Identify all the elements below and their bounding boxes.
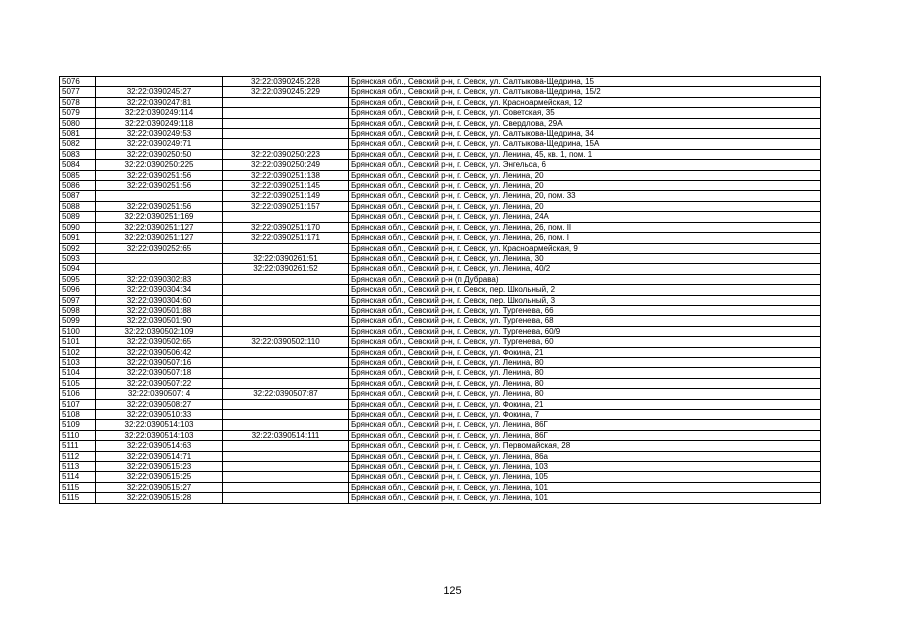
page-number: 125: [443, 585, 462, 597]
address-cell: Брянская обл., Севский р-н, г. Севск, ул. Ленина, 45, кв. 1, пом. 1: [349, 149, 821, 159]
row-number-cell: 5090: [60, 222, 96, 232]
address-cell: Брянская обл., Севский р-н, г. Севск, ул. Ленина, 105: [349, 472, 821, 482]
row-number-cell: 5109: [60, 420, 96, 430]
table-row: [60, 118, 821, 128]
land-cadastral-number-cell: 32:22:0390249:71: [96, 139, 223, 149]
address-cell: Брянская обл., Севский р-н, г. Севск, ул. Ленина, 80: [349, 389, 821, 399]
land-cadastral-number-cell: 32:22:0390507: 4: [96, 389, 223, 399]
building-cadastral-number-cell: [223, 399, 349, 409]
table-row: [60, 482, 821, 492]
row-number-cell: 5108: [60, 410, 96, 420]
address-cell: Брянская обл., Севский р-н, г. Севск, ул. Ленина, 80: [349, 368, 821, 378]
building-cadastral-number-cell: [223, 97, 349, 107]
row-number-cell: 5077: [60, 87, 96, 97]
row-number-cell: 5102: [60, 347, 96, 357]
table-row: [60, 441, 821, 451]
address-cell: Брянская обл., Севский р-н, г. Севск, ул. Советская, 35: [349, 108, 821, 118]
building-cadastral-number-cell: [223, 295, 349, 305]
table-row: [60, 326, 821, 336]
address-cell: Брянская обл., Севский р-н, г. Севск, ул. Фокина, 21: [349, 347, 821, 357]
address-cell: Брянская обл., Севский р-н, г. Севск, ул. Тургенева, 68: [349, 316, 821, 326]
row-number-cell: 5078: [60, 97, 96, 107]
row-number-cell: 5115: [60, 493, 96, 503]
address-cell: Брянская обл., Севский р-н, г. Севск, ул. Ленина, 86а: [349, 451, 821, 461]
building-cadastral-number-cell: [223, 326, 349, 336]
address-cell: Брянская обл., Севский р-н, г. Севск, ул. Тургенева, 60: [349, 337, 821, 347]
address-cell: Брянская обл., Севский р-н, г. Севск, ул. Ленина, 30: [349, 253, 821, 263]
building-cadastral-number-cell: [223, 378, 349, 388]
table-row: [60, 243, 821, 253]
table-row: [60, 316, 821, 326]
table-row: [60, 87, 821, 97]
building-cadastral-number-cell: [223, 410, 349, 420]
table-row: [60, 337, 821, 347]
land-cadastral-number-cell: 32:22:0390304:60: [96, 295, 223, 305]
building-cadastral-number-cell: [223, 472, 349, 482]
table-row: [60, 472, 821, 482]
row-number-cell: 5105: [60, 378, 96, 388]
table-row: [60, 347, 821, 357]
address-cell: Брянская обл., Севский р-н, г. Севск, ул. Ленина, 103: [349, 462, 821, 472]
row-number-cell: 5114: [60, 472, 96, 482]
row-number-cell: 5107: [60, 399, 96, 409]
address-cell: Брянская обл., Севский р-н, г. Севск, ул. Салтыкова-Щедрина, 34: [349, 129, 821, 139]
row-number-cell: 5089: [60, 212, 96, 222]
building-cadastral-number-cell: [223, 316, 349, 326]
table-row: [60, 97, 821, 107]
table-row: [60, 129, 821, 139]
registry-table: [59, 76, 821, 504]
land-cadastral-number-cell: 32:22:0390245:27: [96, 87, 223, 97]
land-cadastral-number-cell: 32:22:0390515:28: [96, 493, 223, 503]
row-number-cell: 5112: [60, 451, 96, 461]
registry-table-body: [60, 77, 821, 504]
land-cadastral-number-cell: 32:22:0390508:27: [96, 399, 223, 409]
table-row: [60, 191, 821, 201]
land-cadastral-number-cell: [96, 77, 223, 87]
building-cadastral-number-cell: [223, 108, 349, 118]
land-cadastral-number-cell: 32:22:0390251:56: [96, 181, 223, 191]
address-cell: Брянская обл., Севский р-н, г. Севск, ул. Ленина, 20: [349, 201, 821, 211]
row-number-cell: 5082: [60, 139, 96, 149]
address-cell: Брянская обл., Севский р-н, г. Севск, ул. Ленина, 20: [349, 181, 821, 191]
table-row: [60, 295, 821, 305]
building-cadastral-number-cell: [223, 357, 349, 367]
table-row: [60, 389, 821, 399]
row-number-cell: 5088: [60, 201, 96, 211]
land-cadastral-number-cell: 32:22:0390249:53: [96, 129, 223, 139]
address-cell: Брянская обл., Севский р-н, г. Севск, ул. Первомайская, 28: [349, 441, 821, 451]
row-number-cell: 5079: [60, 108, 96, 118]
address-cell: Брянская обл., Севский р-н, г. Севск, ул. Ленина, 20: [349, 170, 821, 180]
land-cadastral-number-cell: 32:22:0390510:33: [96, 410, 223, 420]
land-cadastral-number-cell: 32:22:0390515:23: [96, 462, 223, 472]
building-cadastral-number-cell: 32:22:0390261:52: [223, 264, 349, 274]
building-cadastral-number-cell: [223, 482, 349, 492]
row-number-cell: 5087: [60, 191, 96, 201]
building-cadastral-number-cell: [223, 118, 349, 128]
table-row: [60, 212, 821, 222]
address-cell: Брянская обл., Севский р-н, г. Севск, ул. Салтыкова-Щедрина, 15: [349, 77, 821, 87]
land-cadastral-number-cell: 32:22:0390247:81: [96, 97, 223, 107]
building-cadastral-number-cell: [223, 285, 349, 295]
address-cell: Брянская обл., Севский р-н, г. Севск, пер. Школьный, 3: [349, 295, 821, 305]
table-row: [60, 368, 821, 378]
table-row: [60, 410, 821, 420]
land-cadastral-number-cell: 32:22:0390515:25: [96, 472, 223, 482]
row-number-cell: 5086: [60, 181, 96, 191]
row-number-cell: 5094: [60, 264, 96, 274]
table-row: [60, 420, 821, 430]
row-number-cell: 5095: [60, 274, 96, 284]
row-number-cell: 5103: [60, 357, 96, 367]
building-cadastral-number-cell: 32:22:0390251:138: [223, 170, 349, 180]
table-row: [60, 170, 821, 180]
address-cell: Брянская обл., Севский р-н, г. Севск, ул. Фокина, 21: [349, 399, 821, 409]
building-cadastral-number-cell: [223, 368, 349, 378]
row-number-cell: 5111: [60, 441, 96, 451]
row-number-cell: 5084: [60, 160, 96, 170]
table-row: [60, 462, 821, 472]
table-row: [60, 378, 821, 388]
land-cadastral-number-cell: 32:22:0390515:27: [96, 482, 223, 492]
table-row: [60, 493, 821, 503]
row-number-cell: 5099: [60, 316, 96, 326]
building-cadastral-number-cell: [223, 305, 349, 315]
building-cadastral-number-cell: [223, 129, 349, 139]
land-cadastral-number-cell: 32:22:0390502:65: [96, 337, 223, 347]
address-cell: Брянская обл., Севский р-н, г. Севск, ул. Тургенева, 66: [349, 305, 821, 315]
land-cadastral-number-cell: 32:22:0390251:56: [96, 201, 223, 211]
land-cadastral-number-cell: 32:22:0390251:56: [96, 170, 223, 180]
table-row: [60, 139, 821, 149]
building-cadastral-number-cell: [223, 212, 349, 222]
land-cadastral-number-cell: 32:22:0390249:114: [96, 108, 223, 118]
row-number-cell: 5092: [60, 243, 96, 253]
land-cadastral-number-cell: 32:22:0390249:118: [96, 118, 223, 128]
land-cadastral-number-cell: 32:22:0390514:103: [96, 430, 223, 440]
land-cadastral-number-cell: 32:22:0390514:63: [96, 441, 223, 451]
table-row: [60, 305, 821, 315]
address-cell: Брянская обл., Севский р-н, г. Севск, ул. Энгельса, 6: [349, 160, 821, 170]
table-row: [60, 285, 821, 295]
land-cadastral-number-cell: 32:22:0390304:34: [96, 285, 223, 295]
building-cadastral-number-cell: [223, 347, 349, 357]
address-cell: Брянская обл., Севский р-н, г. Севск, ул. Ленина, 101: [349, 482, 821, 492]
land-cadastral-number-cell: 32:22:0390250:225: [96, 160, 223, 170]
address-cell: Брянская обл., Севский р-н, г. Севск, пер. Школьный, 2: [349, 285, 821, 295]
building-cadastral-number-cell: [223, 441, 349, 451]
land-cadastral-number-cell: 32:22:0390507:22: [96, 378, 223, 388]
land-cadastral-number-cell: 32:22:0390502:109: [96, 326, 223, 336]
building-cadastral-number-cell: [223, 493, 349, 503]
land-cadastral-number-cell: 32:22:0390302:83: [96, 274, 223, 284]
address-cell: Брянская обл., Севский р-н, г. Севск, ул. Ленина, 80: [349, 378, 821, 388]
table-row: [60, 399, 821, 409]
row-number-cell: 5076: [60, 77, 96, 87]
table-row: [60, 77, 821, 87]
address-cell: Брянская обл., Севский р-н, г. Севск, ул. Салтыкова-Щедрина, 15/2: [349, 87, 821, 97]
table-row: [60, 264, 821, 274]
address-cell: Брянская обл., Севский р-н, г. Севск, ул. Ленина, 26, пом. I: [349, 233, 821, 243]
building-cadastral-number-cell: [223, 139, 349, 149]
row-number-cell: 5098: [60, 305, 96, 315]
table-row: [60, 149, 821, 159]
building-cadastral-number-cell: 32:22:0390251:171: [223, 233, 349, 243]
table-row: [60, 233, 821, 243]
address-cell: Брянская обл., Севский р-н (п Дубрава): [349, 274, 821, 284]
land-cadastral-number-cell: 32:22:0390252:65: [96, 243, 223, 253]
land-cadastral-number-cell: 32:22:0390507:16: [96, 357, 223, 367]
land-cadastral-number-cell: [96, 264, 223, 274]
land-cadastral-number-cell: 32:22:0390250:50: [96, 149, 223, 159]
address-cell: Брянская обл., Севский р-н, г. Севск, ул. Свердлова, 29А: [349, 118, 821, 128]
address-cell: Брянская обл., Севский р-н, г. Севск, ул. Салтыкова-Щедрина, 15А: [349, 139, 821, 149]
table-row: [60, 201, 821, 211]
land-cadastral-number-cell: 32:22:0390501:88: [96, 305, 223, 315]
table-row: [60, 108, 821, 118]
building-cadastral-number-cell: 32:22:0390251:149: [223, 191, 349, 201]
address-cell: Брянская обл., Севский р-н, г. Севск, ул. Красноармейская, 12: [349, 97, 821, 107]
land-cadastral-number-cell: 32:22:0390501:90: [96, 316, 223, 326]
land-cadastral-number-cell: 32:22:0390514:103: [96, 420, 223, 430]
address-cell: Брянская обл., Севский р-н, г. Севск, ул. Ленина, 101: [349, 493, 821, 503]
address-cell: Брянская обл., Севский р-н, г. Севск, ул. Ленина, 86Г: [349, 420, 821, 430]
row-number-cell: 5093: [60, 253, 96, 263]
row-number-cell: 5100: [60, 326, 96, 336]
table-row: [60, 181, 821, 191]
row-number-cell: 5080: [60, 118, 96, 128]
table-row: [60, 430, 821, 440]
building-cadastral-number-cell: 32:22:0390245:228: [223, 77, 349, 87]
address-cell: Брянская обл., Севский р-н, г. Севск, ул. Тургенева, 60/9: [349, 326, 821, 336]
building-cadastral-number-cell: 32:22:0390251:157: [223, 201, 349, 211]
row-number-cell: 5101: [60, 337, 96, 347]
building-cadastral-number-cell: [223, 462, 349, 472]
table-row: [60, 222, 821, 232]
building-cadastral-number-cell: 32:22:0390251:145: [223, 181, 349, 191]
table-row: [60, 357, 821, 367]
address-cell: Брянская обл., Севский р-н, г. Севск, ул. Ленина, 80: [349, 357, 821, 367]
row-number-cell: 5091: [60, 233, 96, 243]
table-row: [60, 274, 821, 284]
building-cadastral-number-cell: 32:22:0390245:229: [223, 87, 349, 97]
building-cadastral-number-cell: [223, 451, 349, 461]
row-number-cell: 5096: [60, 285, 96, 295]
building-cadastral-number-cell: 32:22:0390250:249: [223, 160, 349, 170]
building-cadastral-number-cell: 32:22:0390502:110: [223, 337, 349, 347]
building-cadastral-number-cell: 32:22:0390250:223: [223, 149, 349, 159]
land-cadastral-number-cell: 32:22:0390514:71: [96, 451, 223, 461]
building-cadastral-number-cell: [223, 274, 349, 284]
building-cadastral-number-cell: 32:22:0390251:170: [223, 222, 349, 232]
table-row: [60, 451, 821, 461]
address-cell: Брянская обл., Севский р-н, г. Севск, ул. Ленина, 26, пом. II: [349, 222, 821, 232]
building-cadastral-number-cell: [223, 243, 349, 253]
address-cell: Брянская обл., Севский р-н, г. Севск, ул. Красноармейская, 9: [349, 243, 821, 253]
row-number-cell: 5085: [60, 170, 96, 180]
address-cell: Брянская обл., Севский р-н, г. Севск, ул. Ленина, 20, пом. 33: [349, 191, 821, 201]
row-number-cell: 5106: [60, 389, 96, 399]
land-cadastral-number-cell: 32:22:0390251:127: [96, 233, 223, 243]
row-number-cell: 5097: [60, 295, 96, 305]
address-cell: Брянская обл., Севский р-н, г. Севск, ул. Ленина, 24А: [349, 212, 821, 222]
building-cadastral-number-cell: [223, 420, 349, 430]
land-cadastral-number-cell: 32:22:0390507:18: [96, 368, 223, 378]
land-cadastral-number-cell: 32:22:0390251:127: [96, 222, 223, 232]
building-cadastral-number-cell: 32:22:0390261:51: [223, 253, 349, 263]
land-cadastral-number-cell: [96, 253, 223, 263]
address-cell: Брянская обл., Севский р-н, г. Севск, ул. Ленина, 86Г: [349, 430, 821, 440]
row-number-cell: 5115: [60, 482, 96, 492]
land-cadastral-number-cell: [96, 191, 223, 201]
row-number-cell: 5104: [60, 368, 96, 378]
row-number-cell: 5081: [60, 129, 96, 139]
building-cadastral-number-cell: 32:22:0390514:111: [223, 430, 349, 440]
building-cadastral-number-cell: 32:22:0390507:87: [223, 389, 349, 399]
row-number-cell: 5113: [60, 462, 96, 472]
land-cadastral-number-cell: 32:22:0390251:169: [96, 212, 223, 222]
address-cell: Брянская обл., Севский р-н, г. Севск, ул. Ленина, 40/2: [349, 264, 821, 274]
address-cell: Брянская обл., Севский р-н, г. Севск, ул. Фокина, 7: [349, 410, 821, 420]
land-cadastral-number-cell: 32:22:0390506:42: [96, 347, 223, 357]
row-number-cell: 5083: [60, 149, 96, 159]
table-row: [60, 253, 821, 263]
table-row: [60, 160, 821, 170]
row-number-cell: 5110: [60, 430, 96, 440]
